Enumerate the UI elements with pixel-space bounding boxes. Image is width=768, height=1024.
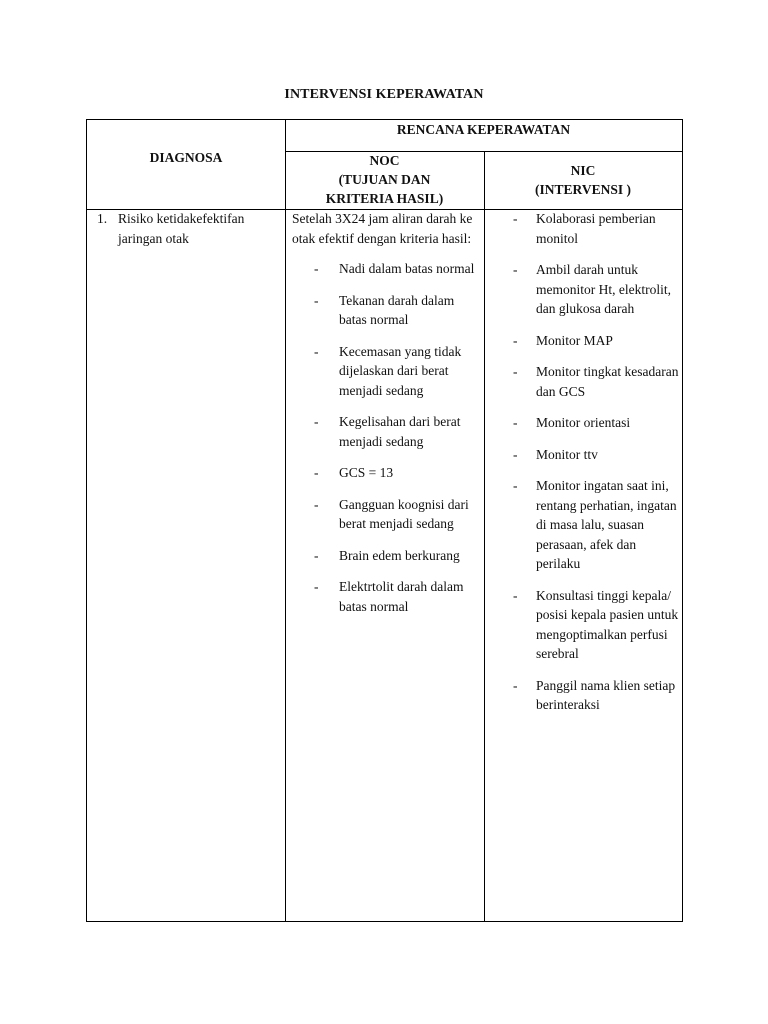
nic-intervention-item <box>491 331 681 351</box>
header-nic-line1: NIC <box>570 163 596 178</box>
nic-intervention-item <box>491 260 681 319</box>
noc-criteria-item-text: Kecemasan yang tidak dijelaskan dari berat menjadi sedang <box>339 343 462 398</box>
nic-intervention-item <box>491 676 681 715</box>
nic-intervention-item <box>491 476 681 574</box>
bullet-dash: - <box>513 677 518 693</box>
noc-criteria-item <box>292 291 482 330</box>
noc-criteria-item-text: Gangguan koognisi dari berat menjadi sedang <box>339 496 469 531</box>
diagnosa-text: Risiko ketidakefektifan jaringan otak <box>118 211 245 246</box>
header-rencana-keperawatan: RENCANA KEPERAWATAN <box>396 122 571 137</box>
noc-criteria-item <box>292 577 482 616</box>
nic-intervention-item <box>491 413 681 433</box>
bullet-dash: - <box>513 446 518 462</box>
nic-intervention-list <box>491 209 681 715</box>
noc-criteria-item-text: Nadi dalam batas normal <box>339 261 475 276</box>
nic-intervention-item-text: Monitor orientasi <box>536 415 631 430</box>
header-noc <box>285 151 484 208</box>
noc-criteria-item <box>292 546 482 566</box>
nursing-intervention-table <box>86 119 683 922</box>
document-title: INTERVENSI KEPERAWATAN <box>284 87 484 102</box>
bullet-dash: - <box>513 478 518 493</box>
bullet-dash: - <box>314 579 319 594</box>
nic-intervention-item-text: Monitor ingatan saat ini, rentang perhatian, ingatan di masa lalu, suasan perasaan, afek dan perilaku <box>536 478 677 571</box>
nic-intervention-item-text: Ambil darah untuk memonitor Ht, elektrolit, dan glukosa darah <box>536 262 671 316</box>
column-divider-diagnosa <box>285 120 286 921</box>
bullet-dash: - <box>314 465 319 480</box>
nic-cell <box>491 209 681 727</box>
nic-intervention-item <box>491 362 681 401</box>
bullet-dash: - <box>513 211 518 226</box>
bullet-dash: - <box>513 587 518 603</box>
bullet-dash: - <box>513 332 518 348</box>
header-noc-line2: (TUJUAN DAN <box>338 172 431 187</box>
bullet-dash: - <box>314 343 319 359</box>
noc-cell <box>292 209 482 628</box>
header-nic <box>484 161 682 199</box>
bullet-dash: - <box>513 262 518 277</box>
header-noc-line1: NOC <box>369 153 400 168</box>
nic-intervention-item <box>491 445 681 465</box>
bullet-dash: - <box>513 415 518 430</box>
nic-intervention-item-text: Monitor ttv <box>536 446 598 462</box>
noc-criteria-item-text: Brain edem berkurang <box>339 547 460 563</box>
noc-criteria-item <box>292 342 482 401</box>
diagnosa-number: 1. <box>97 211 108 226</box>
nic-intervention-item-text: Konsultasi tinggi kepala/ posisi kepala pasien untuk mengoptimalkan perfusi serebral <box>536 587 679 661</box>
noc-criteria-item <box>292 463 482 483</box>
nic-intervention-item <box>491 586 681 664</box>
noc-criteria-item-text: Kegelisahan dari berat menjadi sedang <box>339 414 461 449</box>
noc-criteria-item-text: GCS = 13 <box>339 465 394 480</box>
noc-criteria-item <box>292 495 482 534</box>
bullet-dash: - <box>314 414 319 429</box>
noc-criteria-item-text: Elektrtolit darah dalam batas normal <box>339 579 464 614</box>
column-divider-nic <box>484 151 485 921</box>
nic-intervention-item <box>491 209 681 248</box>
bullet-dash: - <box>314 496 319 512</box>
noc-intro: Setelah 3X24 jam aliran darah ke otak efektif dengan kriteria hasil: <box>292 211 473 246</box>
bullet-dash: - <box>314 292 319 308</box>
bullet-dash: - <box>314 547 319 563</box>
noc-criteria-item <box>292 412 482 451</box>
noc-criteria-item <box>292 259 482 279</box>
noc-criteria-item-text: Tekanan darah dalam batas normal <box>339 292 455 327</box>
noc-criteria-list <box>292 259 482 616</box>
header-diagnosa: DIAGNOSA <box>149 150 223 165</box>
nic-intervention-item-text: Monitor tingkat kesadaran dan GCS <box>536 364 679 399</box>
header-noc-line3: KRITERIA HASIL) <box>325 191 444 206</box>
bullet-dash: - <box>314 261 319 276</box>
bullet-dash: - <box>513 364 518 379</box>
header-nic-line2: (INTERVENSI ) <box>535 182 631 197</box>
nic-intervention-item-text: Kolaborasi pemberian monitol <box>536 211 656 246</box>
nic-intervention-item-text: Monitor MAP <box>536 332 613 348</box>
nic-intervention-item-text: Panggil nama klien setiap berinteraksi <box>536 677 676 712</box>
